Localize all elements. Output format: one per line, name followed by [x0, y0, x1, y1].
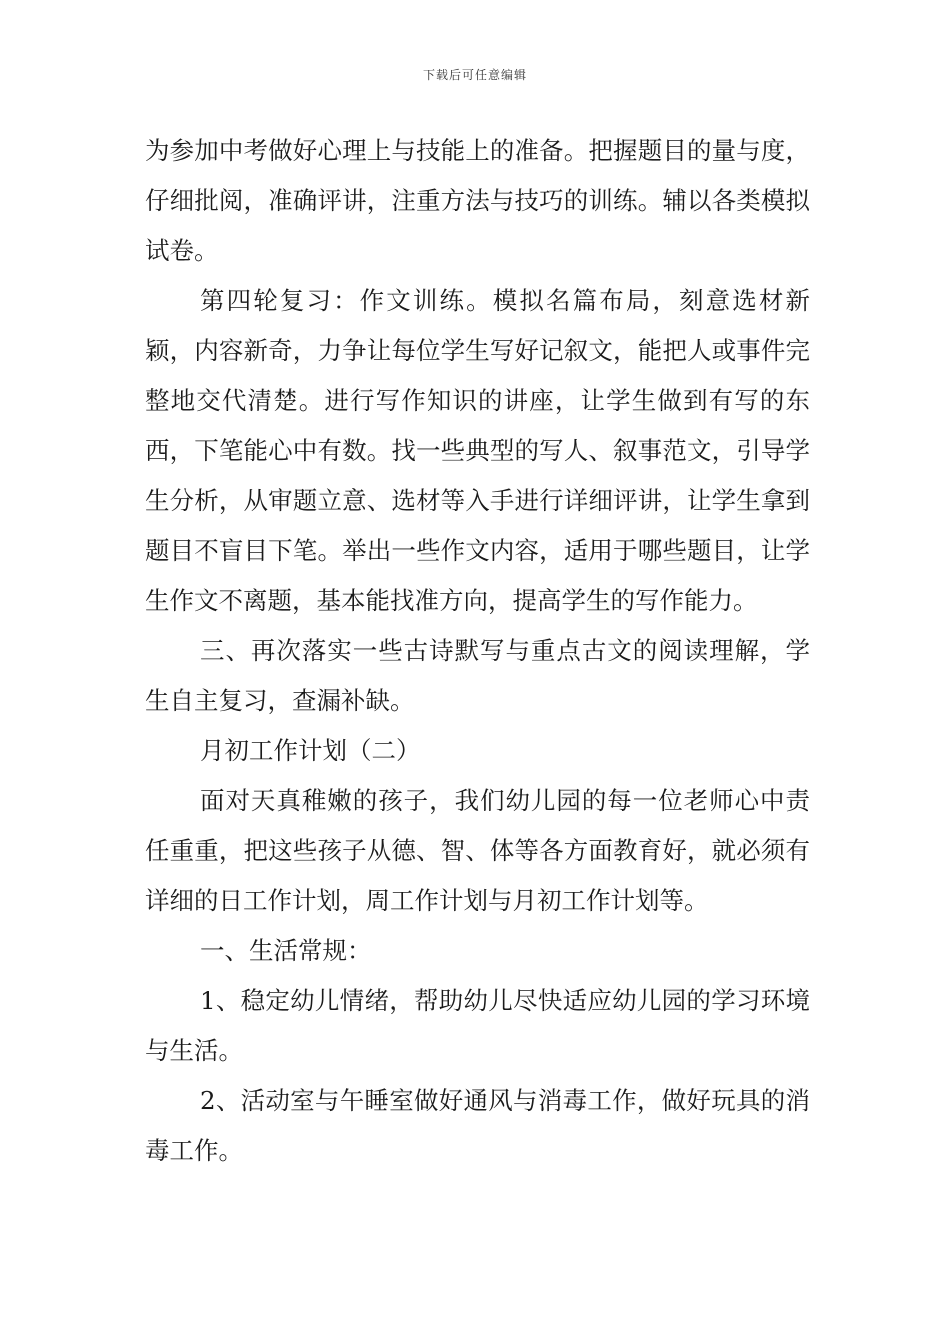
section-heading-monthly-plan: 月初工作计划（二）: [200, 736, 421, 765]
section-heading-daily-routine: 一、生活常规：: [200, 936, 372, 965]
list-item-2: 2、活动室与午睡室做好通风与消毒工作，做好玩具的消毒工作。: [145, 1086, 810, 1165]
list-item-1: 1、稳定幼儿情绪，帮助幼儿尽快适应幼儿园的学习环境与生活。: [145, 986, 810, 1065]
paragraph-fourth-round-review: 第四轮复习：作文训练。模拟名篇布局，刻意选材新颖，内容新奇，力争让每位学生写好记叙文，能把人或事件完整地交代清楚。进行写作知识的讲座，让学生做到有写的东西，下笔能心中有数。找一些典型的写人、叙事范文，引导学生分析，从审题立意、选材等入手进行详细评讲，让学生拿到题目不盲目下笔。举出一些作文内容，适用于哪些题目，让学生作文不离题，基本能找准方向，提高学生的写作能力。: [145, 286, 810, 615]
paragraph-exam-prep: 为参加中考做好心理上与技能上的准备。把握题目的量与度，仔细批阅，准确评讲，注重方法与技巧的训练。辅以各类模拟试卷。: [145, 136, 810, 265]
paragraph-kindergarten-intro: 面对天真稚嫩的孩子，我们幼儿园的每一位老师心中责任重重，把这些孩子从德、智、体等各方面教育好，就必须有详细的日工作计划，周工作计划与月初工作计划等。: [145, 786, 810, 915]
page-header-note: 下载后可任意编辑: [422, 68, 527, 82]
paragraph-section-three: 三、再次落实一些古诗默写与重点古文的阅读理解，学生自主复习，查漏补缺。: [145, 636, 810, 715]
document-body: [145, 126, 810, 1176]
